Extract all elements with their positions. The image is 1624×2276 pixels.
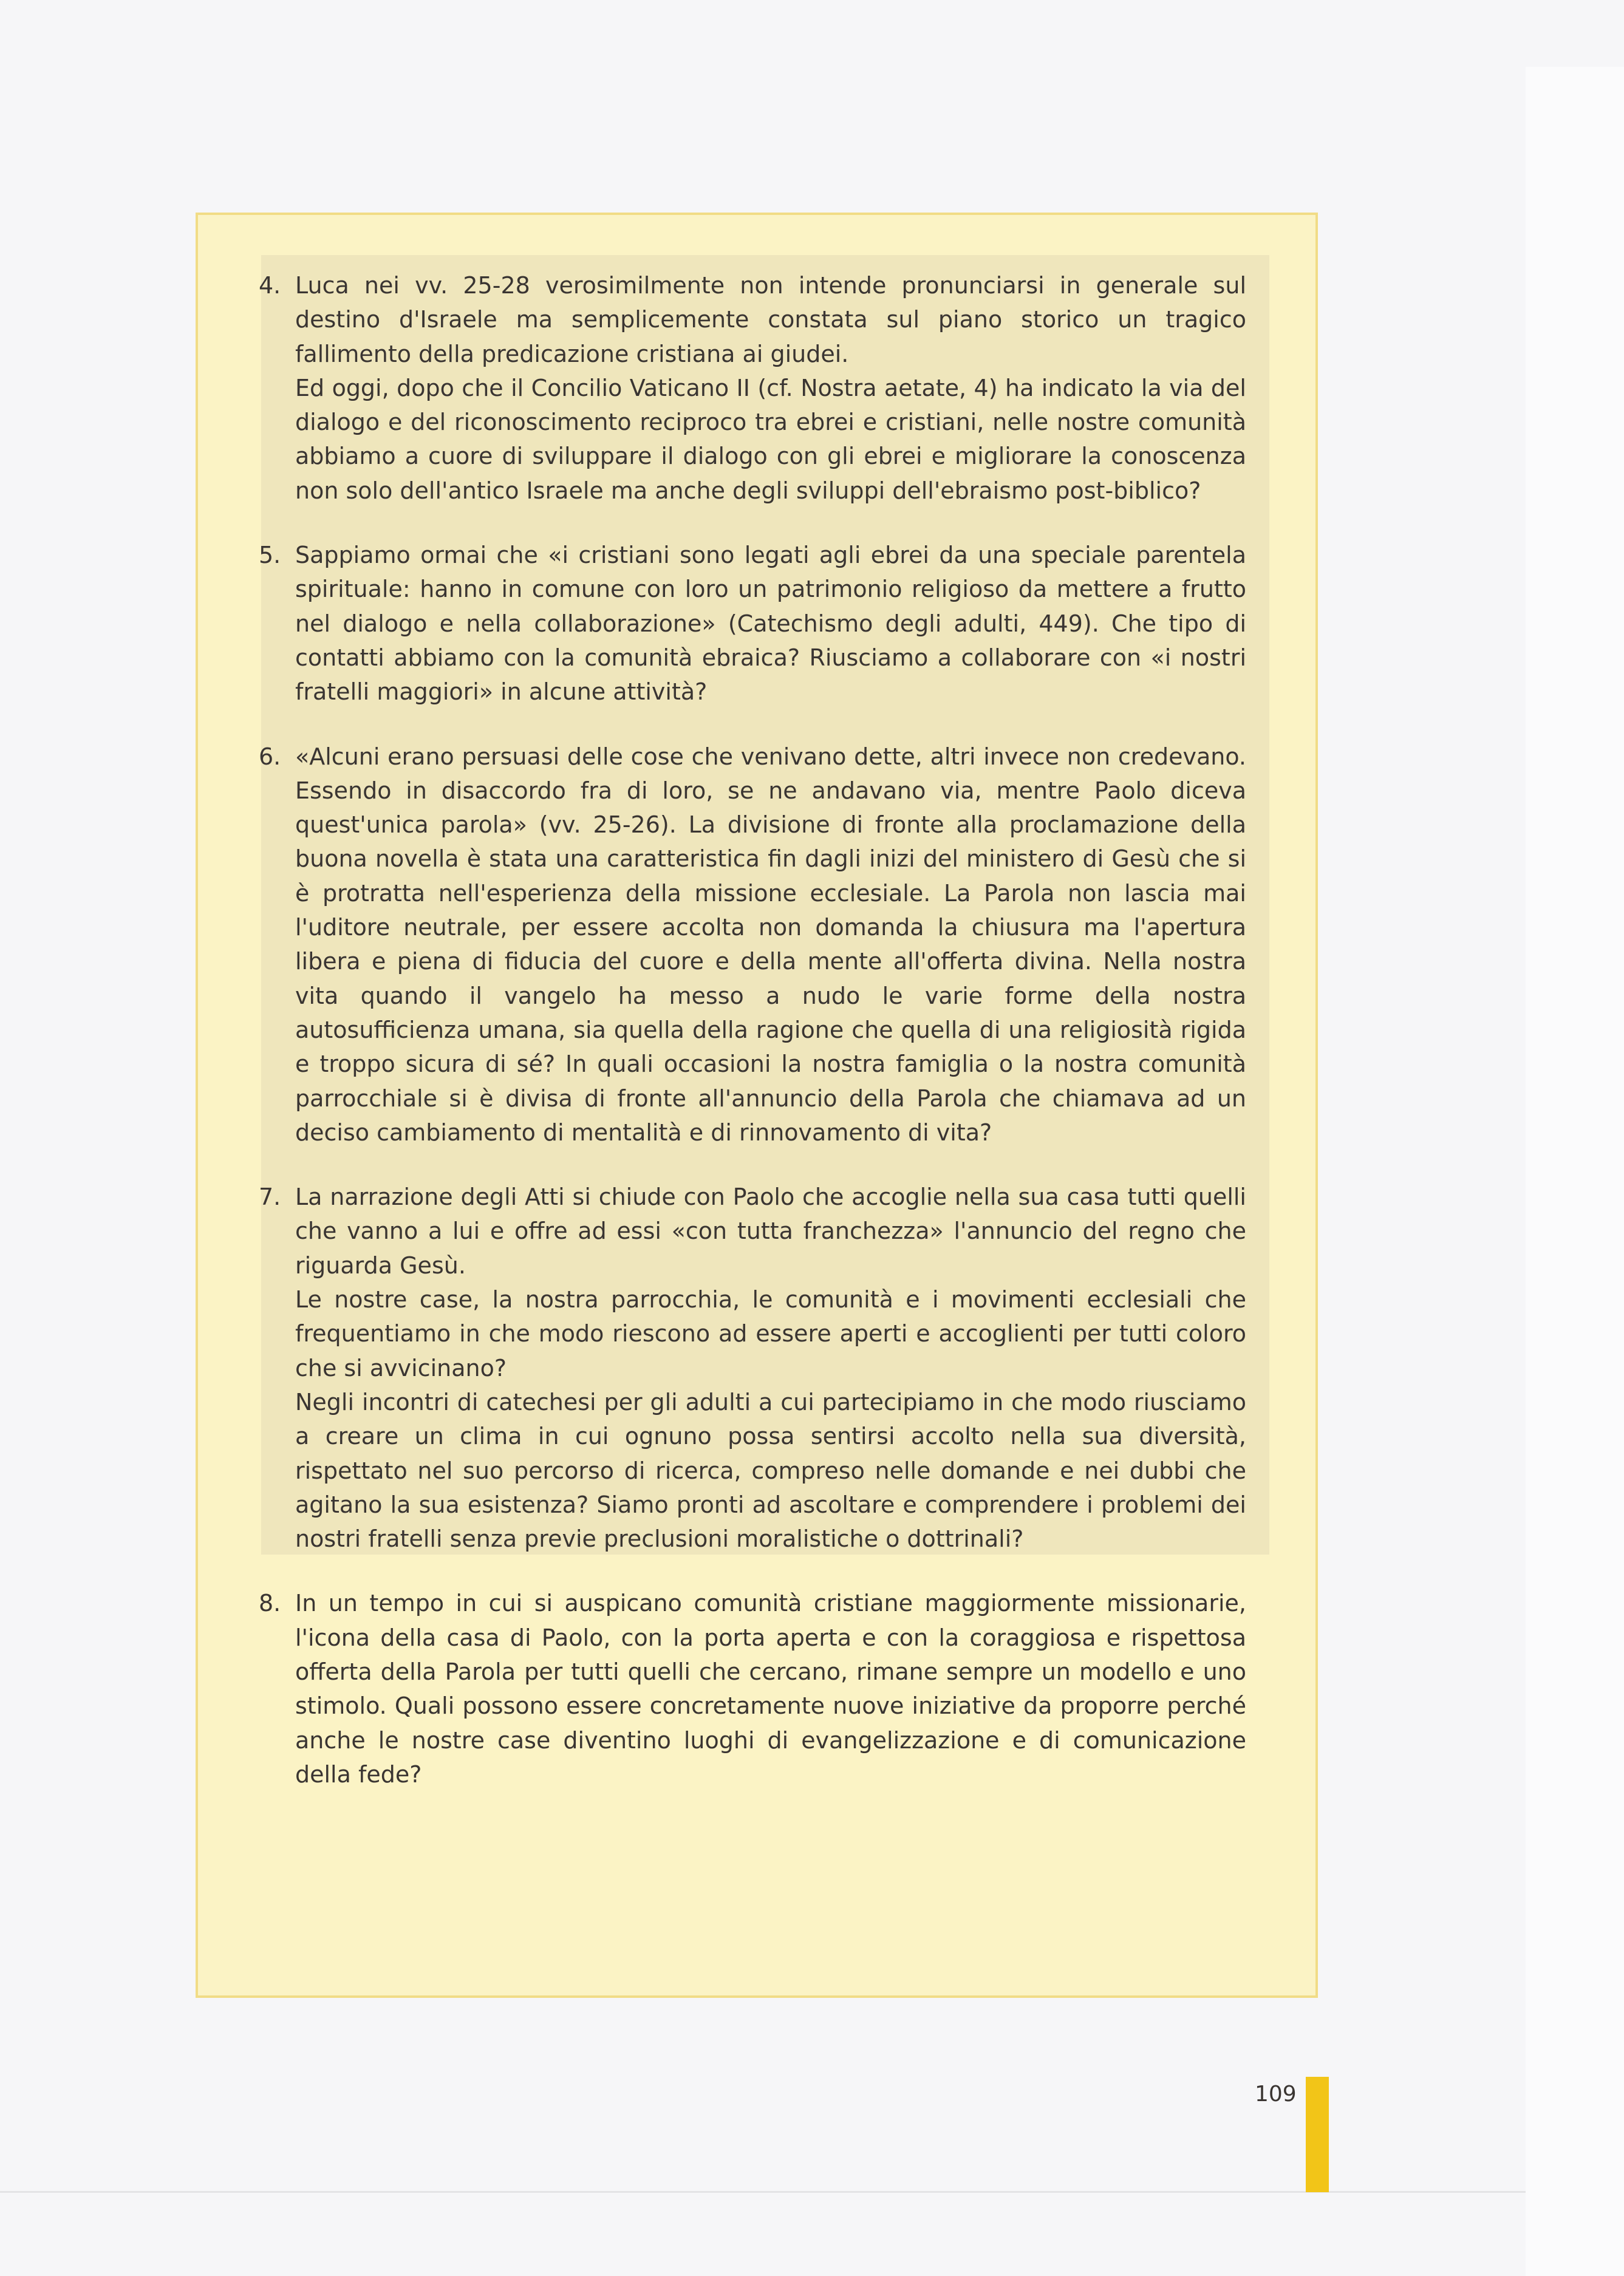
item-paragraph: Le nostre case, la nostra parrocchia, le comunità e i movimenti ecclesiali che frequentiamo in che modo riescono ad essere aperti e accoglienti per tutti coloro che si avvicinano? bbox=[295, 1286, 1246, 1382]
item-number: 5. bbox=[259, 542, 281, 569]
item-paragraph: Luca nei vv. 25-28 verosimilmente non intende pronunciarsi in generale sul destino d'Israele ma semplicemente constata sul piano storico un tragico fallimento della predicazione cristiana ai giudei. bbox=[295, 272, 1246, 367]
item-number: 6. bbox=[259, 743, 281, 770]
page-bottom-divider bbox=[0, 2191, 1526, 2193]
question-item-4 bbox=[250, 268, 1246, 508]
item-paragraph: «Alcuni erano persuasi delle cose che venivano dette, altri invece non credevano. Essendo in disaccordo fra di loro, se ne andavano via, mentre Paolo diceva quest'unica parola» (vv. 25-26). La divisione di fronte alla proclamazione della buona novella è stata una caratteristica fin dagli inizi del ministero di Gesù che si è protratta nell'esperienza della missione ecclesiale. La Parola non lascia mai l'uditore neutrale, per essere accolta non domanda la chiusura ma l'apertura libera e piena di fiducia del cuore e della mente all'offerta divina. Nella nostra vita quando il vangelo ha messo a nudo le varie forme della nostra autosufficienza umana, sia quella della ragione che quella di una religiosità rigida e troppo sicura di sé? In quali occasioni la nostra famiglia o la nostra comunità parrocchiale si è divisa di fronte all'annuncio della Parola che chiamava ad un deciso cambiamento di mentalità e di rinnovamento di vita? bbox=[295, 743, 1246, 1146]
edge-tab-marker bbox=[1306, 2077, 1329, 2192]
item-paragraph: Sappiamo ormai che «i cristiani sono legati agli ebrei da una speciale parentela spirituale: hanno in comune con loro un patrimonio religioso da mettere a frutto nel dialogo e nella collaborazione» (Catechismo degli adulti, 449). Che tipo di contatti abbiamo con la comunità ebraica? Riusciamo a collaborare con «i nostri fratelli maggiori» in alcune attività? bbox=[295, 542, 1246, 706]
item-number: 4. bbox=[259, 272, 281, 299]
item-paragraph: In un tempo in cui si auspicano comunità cristiane maggiormente missionarie, l'icona della casa di Paolo, con la porta aperta e con la coraggiosa e rispettosa offerta della Parola per tutti quelli che cercano, rimane sempre un modello e uno stimolo. Quali possono essere concretamente nuove iniziative da proporre perché anche le nostre case diventino luoghi di evangelizzazione e di comunicazione della fede? bbox=[295, 1590, 1246, 1788]
question-item-8 bbox=[250, 1586, 1246, 1791]
questions-list bbox=[250, 268, 1246, 1822]
item-number: 8. bbox=[259, 1590, 281, 1617]
page-number: 109 bbox=[1255, 2082, 1297, 2107]
item-number: 7. bbox=[259, 1184, 281, 1211]
question-item-7 bbox=[250, 1180, 1246, 1556]
item-paragraph: La narrazione degli Atti si chiude con Paolo che accoglie nella sua casa tutti quelli che vanno a lui e offre ad essi «con tutta franchezza» l'annuncio del regno che riguarda Gesù. bbox=[295, 1184, 1246, 1279]
question-item-6 bbox=[250, 740, 1246, 1150]
item-paragraph: Ed oggi, dopo che il Concilio Vaticano II (cf. Nostra aetate, 4) ha indicato la via del dialogo e del riconoscimento reciproco tra ebrei e cristiani, nelle nostre comunità abbiamo a cuore di sviluppare il dialogo con gli ebrei e migliorare la conoscenza non solo dell'antico Israele ma anche degli sviluppi dell'ebraismo post-biblico? bbox=[295, 374, 1246, 504]
question-item-5 bbox=[250, 538, 1246, 709]
item-paragraph: Negli incontri di catechesi per gli adulti a cui partecipiamo in che modo riusciamo a creare un clima in cui ognuno possa sentirsi accolto nella sua diversità, rispettato nel suo percorso di ricerca, compreso nelle domande e nei dubbi che agitano la sua esistenza? Siamo pronti ad ascoltare e comprendere i problemi dei nostri fratelli senza previe preclusioni moralistiche o dottrinali? bbox=[295, 1388, 1246, 1553]
page-edge bbox=[1526, 67, 1624, 2276]
